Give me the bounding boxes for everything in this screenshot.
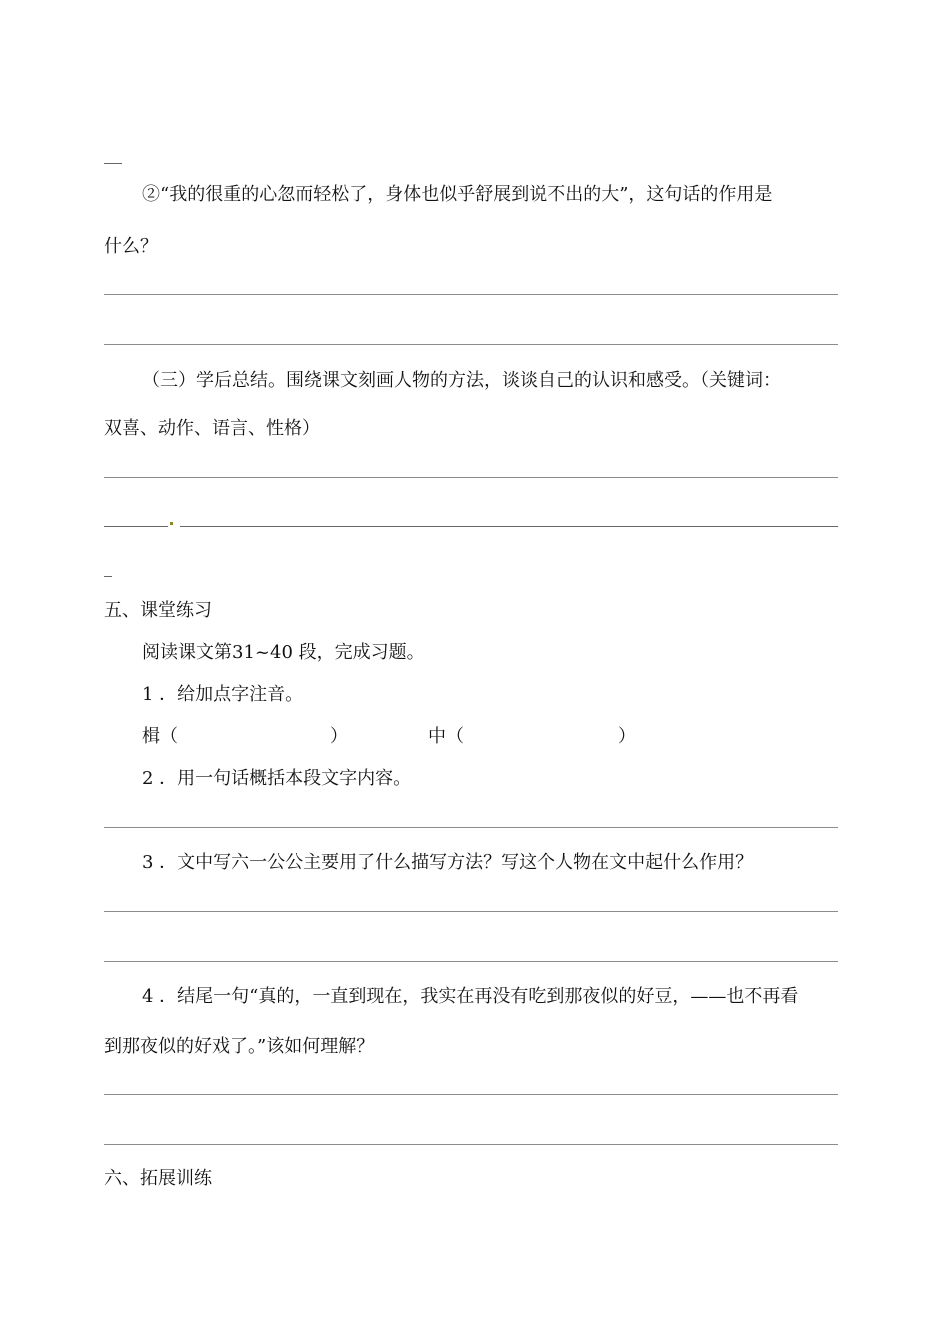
q1-item2-char: 中（ <box>428 726 464 747</box>
answer-line[interactable] <box>104 911 838 912</box>
dot-mark <box>170 522 173 525</box>
section5-instruction: 阅读课文第31~40 段，完成习题。 <box>142 642 425 663</box>
question-4-line2: 到那夜似的好戏了。”该如何理解？ <box>104 1036 375 1057</box>
answer-line[interactable] <box>104 827 838 828</box>
stray-dash <box>104 576 112 577</box>
q1-item1-close: ） <box>330 726 348 747</box>
answer-line[interactable] <box>104 1144 838 1145</box>
answer-line[interactable] <box>104 1094 838 1095</box>
answer-line[interactable] <box>104 477 838 478</box>
answer-line-segment[interactable] <box>180 526 838 527</box>
section5-title: 五、课堂练习 <box>104 600 212 621</box>
answer-line[interactable] <box>104 344 838 345</box>
question-2: 2 ．用一句话概括本段文字内容。 <box>142 768 412 789</box>
summary-line1: （三）学后总结。围绕课文刻画人物的方法，谈谈自己的认识和感受。（关键词： <box>142 370 781 391</box>
question-3: 3 ．文中写六一公公主要用了什么描写方法？写这个人物在文中起什么作用？ <box>142 852 754 873</box>
q2-text-line2: 什么？ <box>104 236 158 257</box>
answer-line[interactable] <box>104 961 838 962</box>
question-4-line1: 4 ．结尾一句“真的，一直到现在，我实在再没有吃到那夜似的好豆，——也不再看 <box>142 986 799 1007</box>
stray-dash-top <box>104 163 122 164</box>
answer-line[interactable] <box>104 294 838 295</box>
section6-title: 六、拓展训练 <box>104 1168 212 1189</box>
q1-item1-char: 楫（ <box>142 726 178 747</box>
summary-line2: 双喜、动作、语言、性格） <box>104 418 320 439</box>
answer-line-segment[interactable] <box>104 526 168 527</box>
q1-item2-close: ） <box>618 726 636 747</box>
question-1: 1 ．给加点字注音。 <box>142 684 304 705</box>
q2-text-line1: ②“我的很重的心忽而轻松了，身体也似乎舒展到说不出的大”，这句话的作用是 <box>142 184 773 205</box>
